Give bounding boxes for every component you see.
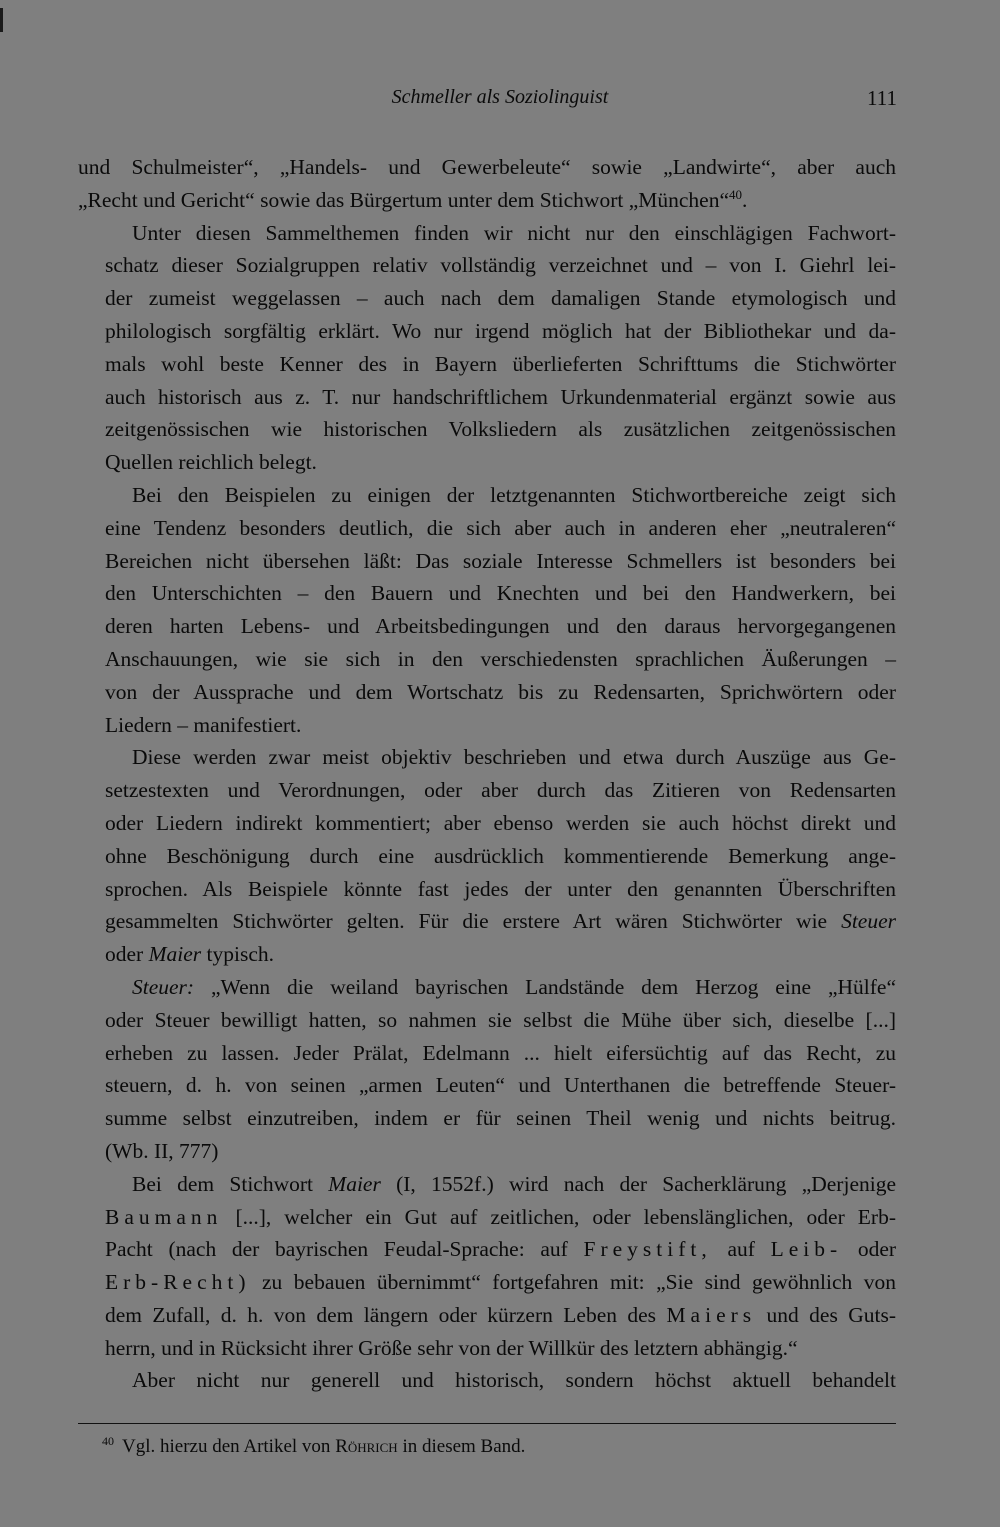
text-line (78, 184, 896, 217)
text-line: setzestexten und Verordnungen, oder aber durch das Zitieren von Redensarten (105, 778, 896, 803)
text-line (78, 1201, 896, 1234)
text-line: Bereichen nicht übersehen läßt: Das soziale Interesse Schmellers ist besonders bei (105, 548, 896, 573)
text-run: gesammelten Stichwörter gelten. Für die erstere Art wären Stichwörter wie (105, 909, 828, 934)
text-run: typisch. (206, 942, 274, 967)
text-line: auch historisch aus z. T. nur handschriftlichem Urkundenmaterial ergänzt sowie aus (105, 384, 896, 409)
text-line (78, 1266, 896, 1299)
text-line: Quellen reichlich belegt. (105, 450, 317, 475)
text-line: (Wb. II, 777) (105, 1138, 219, 1163)
keyword-maier: Maier (328, 1171, 381, 1196)
text-line (78, 1168, 896, 1201)
spaced-term: Erb-Recht) (105, 1270, 251, 1295)
text-line: sprochen. Als Beispiele könnte fast jedes der unter den genannten Überschriften (105, 876, 896, 901)
text-line (78, 971, 896, 1004)
footnote-text: Vgl. hierzu den Artikel von (122, 1436, 331, 1457)
footnote (102, 1436, 525, 1458)
text-line: Aber nicht nur generell und historisch, sondern höchst aktuell behandelt (132, 1368, 896, 1393)
paragraph-5-quote (78, 971, 896, 1168)
paragraph-4 (78, 741, 896, 971)
text-line: Diese werden zwar meist objektiv beschrieben und etwa durch Auszüge aus Ge- (132, 745, 896, 770)
spaced-term: Leib- (770, 1237, 843, 1262)
entry-label: Steuer: (132, 974, 195, 999)
paragraph-1 (78, 151, 896, 217)
text-line: Unter diesen Sammelthemen finden wir nicht nur den einschlägigen Fachwort- (132, 220, 896, 245)
text-line: und Schulmeister“, „Handels- und Gewerbeleute“ sowie „Landwirte“, aber auch (78, 155, 896, 179)
running-title: Schmeller als Soziolinguist (391, 86, 609, 108)
spaced-term: Freystift, (583, 1237, 712, 1262)
text-run: Pacht (nach der bayrischen Feudal-Sprache: auf (105, 1237, 568, 1262)
text-line: Bei den Beispielen zu einigen der letztgenannten Stichwortbereiche zeigt sich (132, 482, 896, 507)
text-line: den Unterschichten – den Bauern und Knechten und bei den Handwerkern, bei (105, 581, 896, 606)
paragraph-7 (78, 1364, 896, 1397)
text-run: Bei dem Stichwort (132, 1171, 314, 1196)
text-line (78, 905, 896, 938)
paragraph-2 (78, 217, 896, 479)
keyword-maier: Maier (148, 942, 202, 967)
text-line: der zumeist weggelassen – auch nach dem damaligen Stande etymologisch und (105, 286, 896, 311)
text-run: oder (857, 1237, 897, 1262)
text-run: „Wenn die weiland bayrischen Landstände dem Herzog eine „Hülfe“ (211, 974, 896, 999)
text-line: schatz dieser Sozialgruppen relativ vollständig verzeichnet und – von I. Giehrl lei- (105, 253, 896, 278)
text-line: oder Steuer bewilligt hatten, so nahmen sie selbst die Mühe über sich, dieselbe [...] (105, 1007, 896, 1032)
page-number: 111 (867, 86, 897, 110)
text-line: Anschauungen, wie sie sich in den verschiedensten sprachlichen Äußerungen – (105, 646, 896, 671)
footnote-number: 40 (102, 1434, 114, 1448)
text-run: auf (727, 1237, 755, 1262)
paragraph-3 (78, 479, 896, 741)
keyword-steuer: Steuer (841, 909, 896, 934)
text-line: oder Liedern indirekt kommentiert; aber ebenso werden sie auch höchst direkt und (105, 810, 896, 835)
text-line: zeitgenössischen wie historischen Volksliedern als zusätzlichen zeitgenössischen (105, 417, 896, 442)
text-line: Liedern – manifestiert. (105, 712, 302, 737)
footnote-divider (78, 1423, 896, 1424)
text-run: [...], welcher ein Gut auf zeitlichen, oder lebenslänglichen, oder Erb- (235, 1204, 896, 1229)
text-run: . (742, 187, 748, 212)
text-line: erheben zu lassen. Jeder Prälat, Edelmann ... hielt eifersüchtig auf das Recht, zu (105, 1040, 896, 1065)
text-line (78, 1233, 896, 1266)
text-line: mals wohl beste Kenner des in Bayern überlieferten Schrifttums die Stichwörter (105, 351, 896, 376)
text-line: deren harten Lebens- und Arbeitsbedingungen und den daraus hervorgegangenen (105, 614, 896, 639)
text-line: ohne Beschönigung durch eine ausdrücklich kommentierende Bemerkung ange- (105, 843, 896, 868)
text-line: steuern, d. h. von seinen „armen Leuten“ und Unterthanen die betreffende Steuer- (105, 1073, 896, 1098)
text-line (78, 938, 896, 971)
text-run: (I, 1552f.) wird nach der Sacherklärung „Derjenige (396, 1171, 896, 1196)
text-run: zu bebauen übernimmt“ fortgefahren mit: „Sie sind gewöhnlich von (262, 1270, 897, 1295)
scan-edge-mark (0, 8, 3, 32)
text-run: und des Guts- (766, 1302, 896, 1327)
text-run: oder (105, 942, 144, 967)
text-line: herrn, und in Rücksicht ihrer Größe sehr von der Willkür des letztern abhängig.“ (105, 1335, 798, 1360)
text-line: philologisch sorgfältig erklärt. Wo nur irgend möglich hat der Bibliothekar und da- (105, 318, 896, 343)
footnote-ref[interactable]: 40 (729, 186, 742, 202)
text-run: dem Zufall, d. h. von dem längern oder kürzern Leben des (105, 1302, 657, 1327)
text-line: summe selbst einzutreiben, indem er für seinen Theil wenig und nichts beitrug. (105, 1106, 896, 1131)
footnote-text: in diesem Band. (402, 1436, 526, 1457)
footnote-author: Röhrich (335, 1436, 398, 1457)
body-text (78, 151, 896, 1397)
text-line (78, 1299, 896, 1332)
spaced-term: Baumann (105, 1204, 223, 1229)
paragraph-6 (78, 1168, 896, 1365)
text-run: „Recht und Gericht“ sowie das Bürgertum unter dem Stichwort „München“ (78, 187, 729, 212)
text-line: von der Aussprache und dem Wortschatz bis zu Redensarten, Sprichwörtern oder (105, 679, 896, 704)
spaced-term: Maiers (666, 1302, 757, 1327)
text-line: eine Tendenz besonders deutlich, die sich aber auch in anderen eher „neutraleren“ (105, 515, 896, 540)
